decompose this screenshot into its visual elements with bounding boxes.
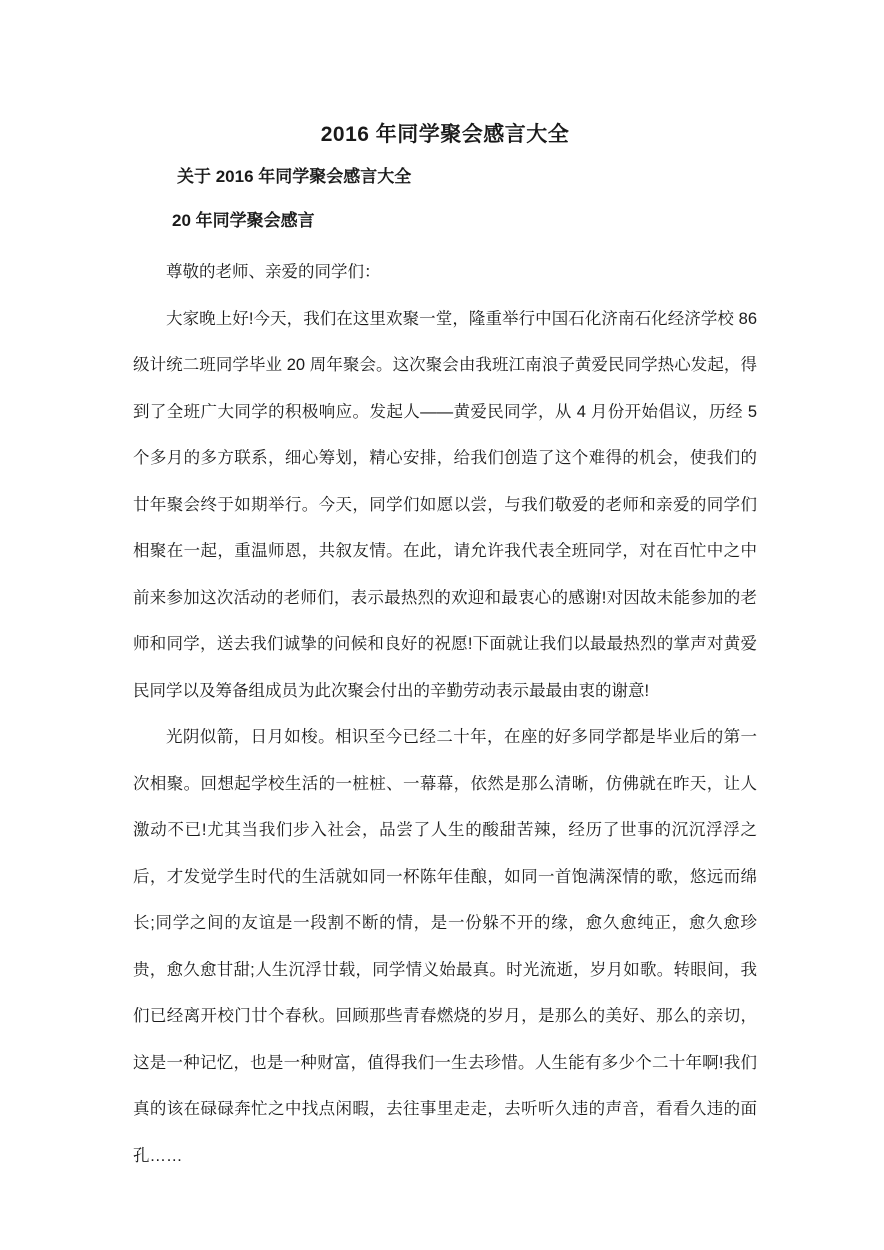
speech-reflection-paragraph: 光阴似箭，日月如梭。相识至今已经二十年，在座的好多同学都是毕业后的第一次相聚。回想起学校生活的一桩桩、一幕幕，依然是那么清晰，仿佛就在昨天，让人激动不已!尤其当我们步入社会，品尝了人生的酸甜苦辣，经历了世事的沉沉浮浮之后，才发觉学生时代的生活就如同一杯陈年佳酿，如同一首饱满深情的歌，悠远而绵长;同学之间的友谊是一段割不断的情，是一份躲不开的缘，愈久愈纯正，愈久愈珍贵，愈久愈甘甜;人生沉浮廿载，同学情义始最真。时光流逝，岁月如歌。转眼间，我们已经离开校门廿个春秋。回顾那些青春燃烧的岁月，是那么的美好、那么的亲切，这是一种记忆，也是一种财富，值得我们一生去珍惜。人生能有多少个二十年啊!我们真的该在碌碌奔忙之中找点闲暇，去往事里走走，去听听久违的声音，看看久违的面孔…… [133, 728, 757, 1165]
document-page [133, 0, 757, 1179]
speech-opening-paragraph: 大家晚上好!今天，我们在这里欢聚一堂，隆重举行中国石化济南石化经济学校 86 级计统二班同学毕业 20 周年聚会。这次聚会由我班江南浪子黄爱民同学热心发起，得到了全班广大同学的积极响应。发起人——黄爱民同学，从 4 月份开始倡议，历经 5 个多月的多方联系，细心筹划，精心安排，给我们创造了这个难得的机会，使我们的廿年聚会终于如期举行。今天，同学们如愿以尝，与我们敬爱的老师和亲爱的同学们相聚在一起，重温师恩，共叙友情。在此，请允许我代表全班同学，对在百忙中之中前来参加这次活动的老师们，表示最热烈的欢迎和最衷心的感谢!对因故未能参加的老师和同学，送去我们诚挚的问候和良好的祝愿!下面就让我们以最最热烈的掌声对黄爱民同学以及筹备组成员为此次聚会付出的辛勤劳动表示最最由衷的谢意! [133, 309, 757, 700]
document-title: 2016 年同学聚会感言大全 [320, 123, 570, 146]
salutation-paragraph: 尊敬的老师、亲爱的同学们： [166, 263, 381, 281]
section-heading: 20 年同学聚会感言 [172, 211, 315, 230]
document-subtitle: 关于 2016 年同学聚会感言大全 [177, 167, 412, 186]
